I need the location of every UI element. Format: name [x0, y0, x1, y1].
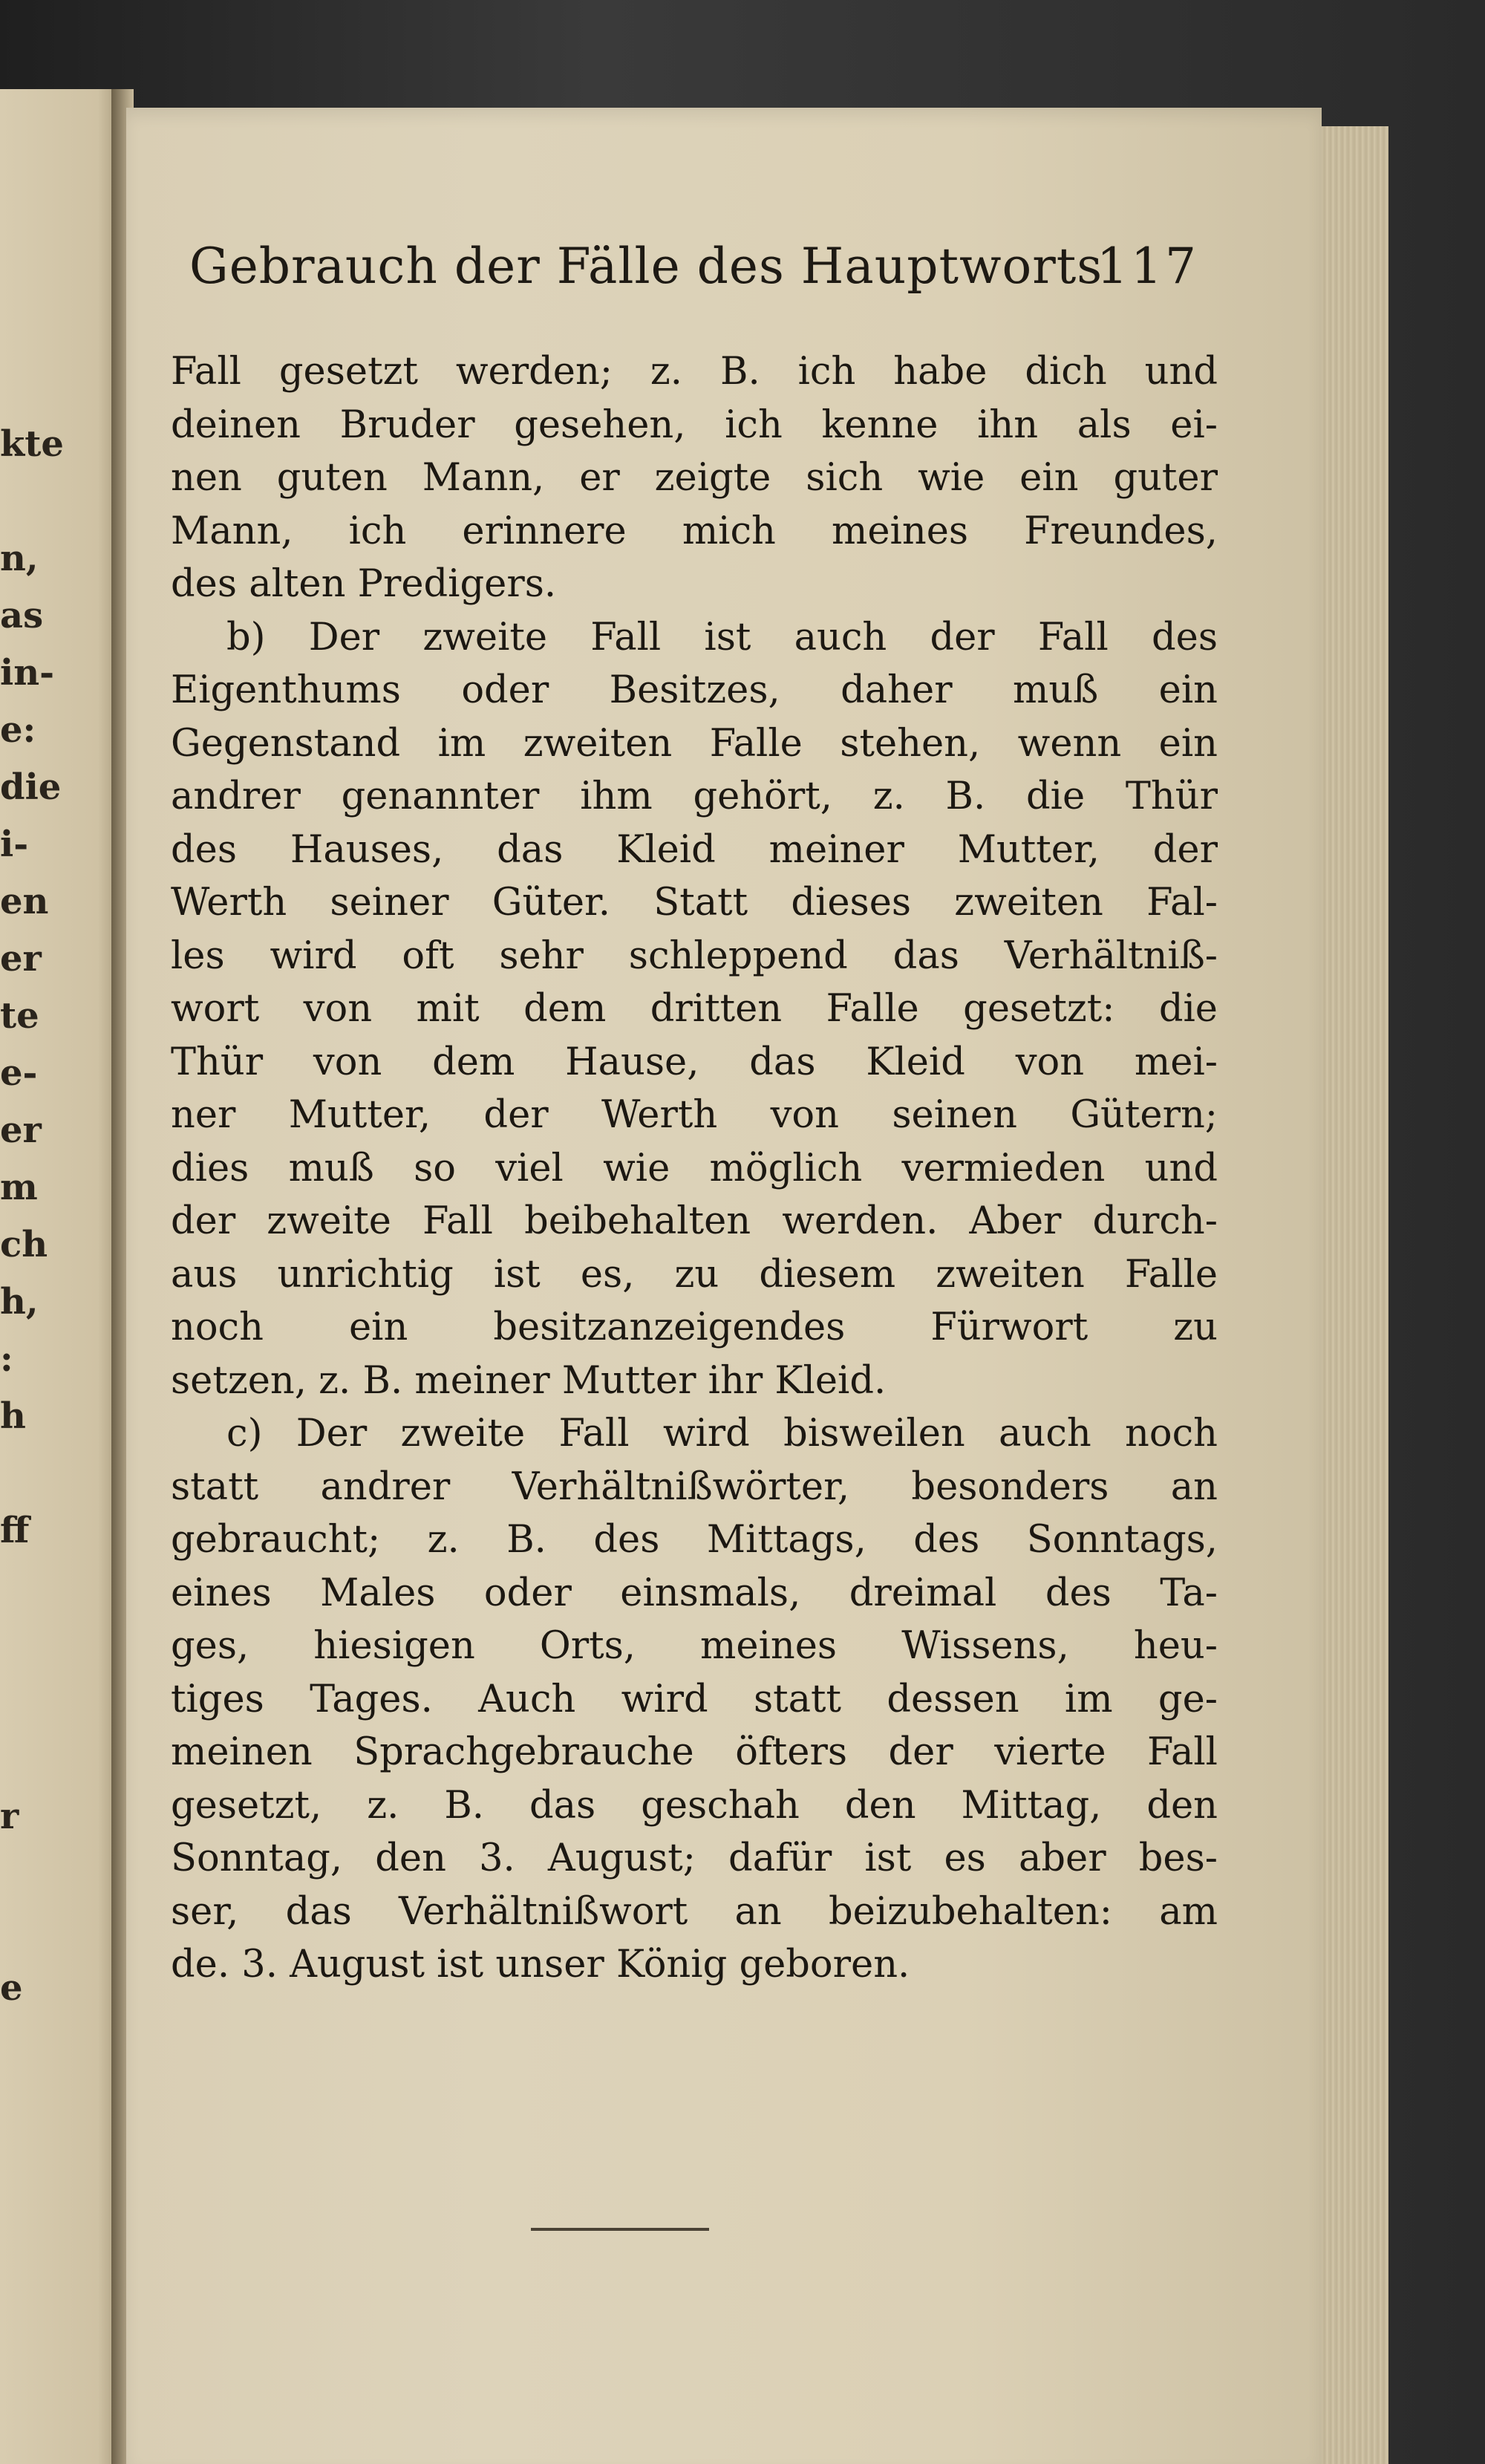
text-line: des Hauses, das Kleid meiner Mutter, der	[171, 827, 1218, 872]
text-line: nen guten Mann, er zeigte sich wie ein guter	[171, 456, 1218, 500]
left-page-fragment: i-	[0, 824, 29, 865]
left-page-fragment	[0, 1731, 74, 1788]
left-page-fragment	[0, 1674, 74, 1731]
left-page-fragment: en	[0, 881, 49, 922]
left-page-fragment	[0, 1559, 74, 1617]
text-line: statt andrer Verhältnißwörter, besonders an	[171, 1464, 1218, 1509]
text-line: wort von mit dem dritten Falle gesetzt: die	[171, 987, 1218, 1031]
text-line: Gegenstand im zweiten Falle stehen, wenn ein	[171, 721, 1218, 766]
text-line: ser, das Verhältnißwort an beizubehalten: am	[171, 1889, 1218, 1934]
left-page-fragment	[0, 1903, 74, 1960]
text-line: ges, hiesigen Orts, meines Wissens, heu-	[171, 1624, 1218, 1668]
left-page-fragment: as	[0, 595, 44, 636]
left-page-fragment: te	[0, 995, 39, 1037]
text-line: gebraucht; z. B. des Mittags, des Sonntags,	[171, 1518, 1218, 1562]
left-page-fragment: :	[0, 1338, 13, 1380]
text-line: ner Mutter, der Werth von seinen Gütern;	[171, 1093, 1218, 1137]
text-line: meinen Sprachgebrauche öfters der vierte Fall	[171, 1730, 1218, 1774]
running-header	[189, 238, 1199, 304]
left-page-fragment: er	[0, 938, 42, 980]
text-line: Thür von dem Hause, das Kleid von mei-	[171, 1040, 1218, 1084]
text-line: Fall gesetzt werden; z. B. ich habe dich und	[171, 350, 1218, 394]
left-page-fragment: ch	[0, 1224, 48, 1265]
running-title: Gebrauch der Fälle des Hauptworts	[189, 238, 1103, 295]
left-page-text-fragments	[0, 416, 74, 2017]
text-line: les wird oft sehr schleppend das Verhältniß-	[171, 933, 1218, 978]
left-page-fragment	[0, 1845, 74, 1903]
text-line: des alten Predigers.	[171, 562, 557, 606]
left-page-fragment: ff	[0, 1510, 30, 1551]
left-page-fragment	[0, 1617, 74, 1674]
text-line: eines Males oder einsmals, dreimal des Ta-	[171, 1571, 1218, 1615]
page-edges	[1322, 126, 1388, 2464]
text-line: noch ein besitzanzeigendes Fürwort zu	[171, 1306, 1218, 1349]
text-line: tiges Tages. Auch wird statt dessen im ge-	[171, 1677, 1218, 1721]
left-page-fragment	[0, 1445, 74, 1502]
left-page-fragment: kte	[0, 423, 64, 465]
text-line: aus unrichtig ist es, zu diesem zweiten Falle	[171, 1252, 1218, 1297]
left-page-fragment: n,	[0, 538, 39, 579]
left-page-fragment	[0, 473, 74, 530]
left-page-fragment: m	[0, 1167, 38, 1208]
left-page-fragment: in-	[0, 652, 55, 694]
text-line: Sonntag, den 3. August; dafür ist es aber bes-	[171, 1836, 1218, 1880]
text-line: deinen Bruder gesehen, ich kenne ihn als ei-	[171, 402, 1218, 447]
end-rule	[531, 2228, 709, 2231]
left-page-edge	[0, 89, 123, 2464]
text-line: der zweite Fall beibehalten werden. Aber durch-	[171, 1199, 1218, 1243]
text-line: gesetzt, z. B. das geschah den Mittag, den	[171, 1783, 1218, 1828]
left-page-fragment: h	[0, 1395, 26, 1437]
left-page-fragment: e	[0, 1967, 23, 2009]
text-line: de. 3. August ist unser König geboren.	[171, 1943, 910, 1986]
text-line: Eigenthums oder Besitzes, daher muß ein	[171, 668, 1218, 712]
text-line: b) Der zweite Fall ist auch der Fall des	[226, 615, 1218, 659]
text-line: Mann, ich erinnere mich meines Freundes,	[171, 509, 1218, 553]
left-page-fragment: e-	[0, 1052, 38, 1094]
left-page-fragment: h,	[0, 1281, 39, 1323]
body-text	[171, 345, 1218, 1992]
text-line: dies muß so viel wie möglich vermieden und	[171, 1146, 1218, 1190]
text-line: setzen, z. B. meiner Mutter ihr Kleid.	[171, 1358, 887, 1403]
left-page-fragment: e:	[0, 709, 36, 751]
left-page-fragment: r	[0, 1796, 19, 1837]
page-number: 117	[1097, 238, 1199, 295]
text-line: c) Der zweite Fall wird bisweilen auch noch	[226, 1412, 1218, 1456]
left-page-fragment: er	[0, 1109, 42, 1151]
text-line: andrer genannter ihm gehört, z. B. die Thür	[171, 775, 1218, 818]
text-line: Werth seiner Güter. Statt dieses zweiten Fal-	[171, 881, 1218, 925]
left-page-fragment: die	[0, 766, 62, 808]
